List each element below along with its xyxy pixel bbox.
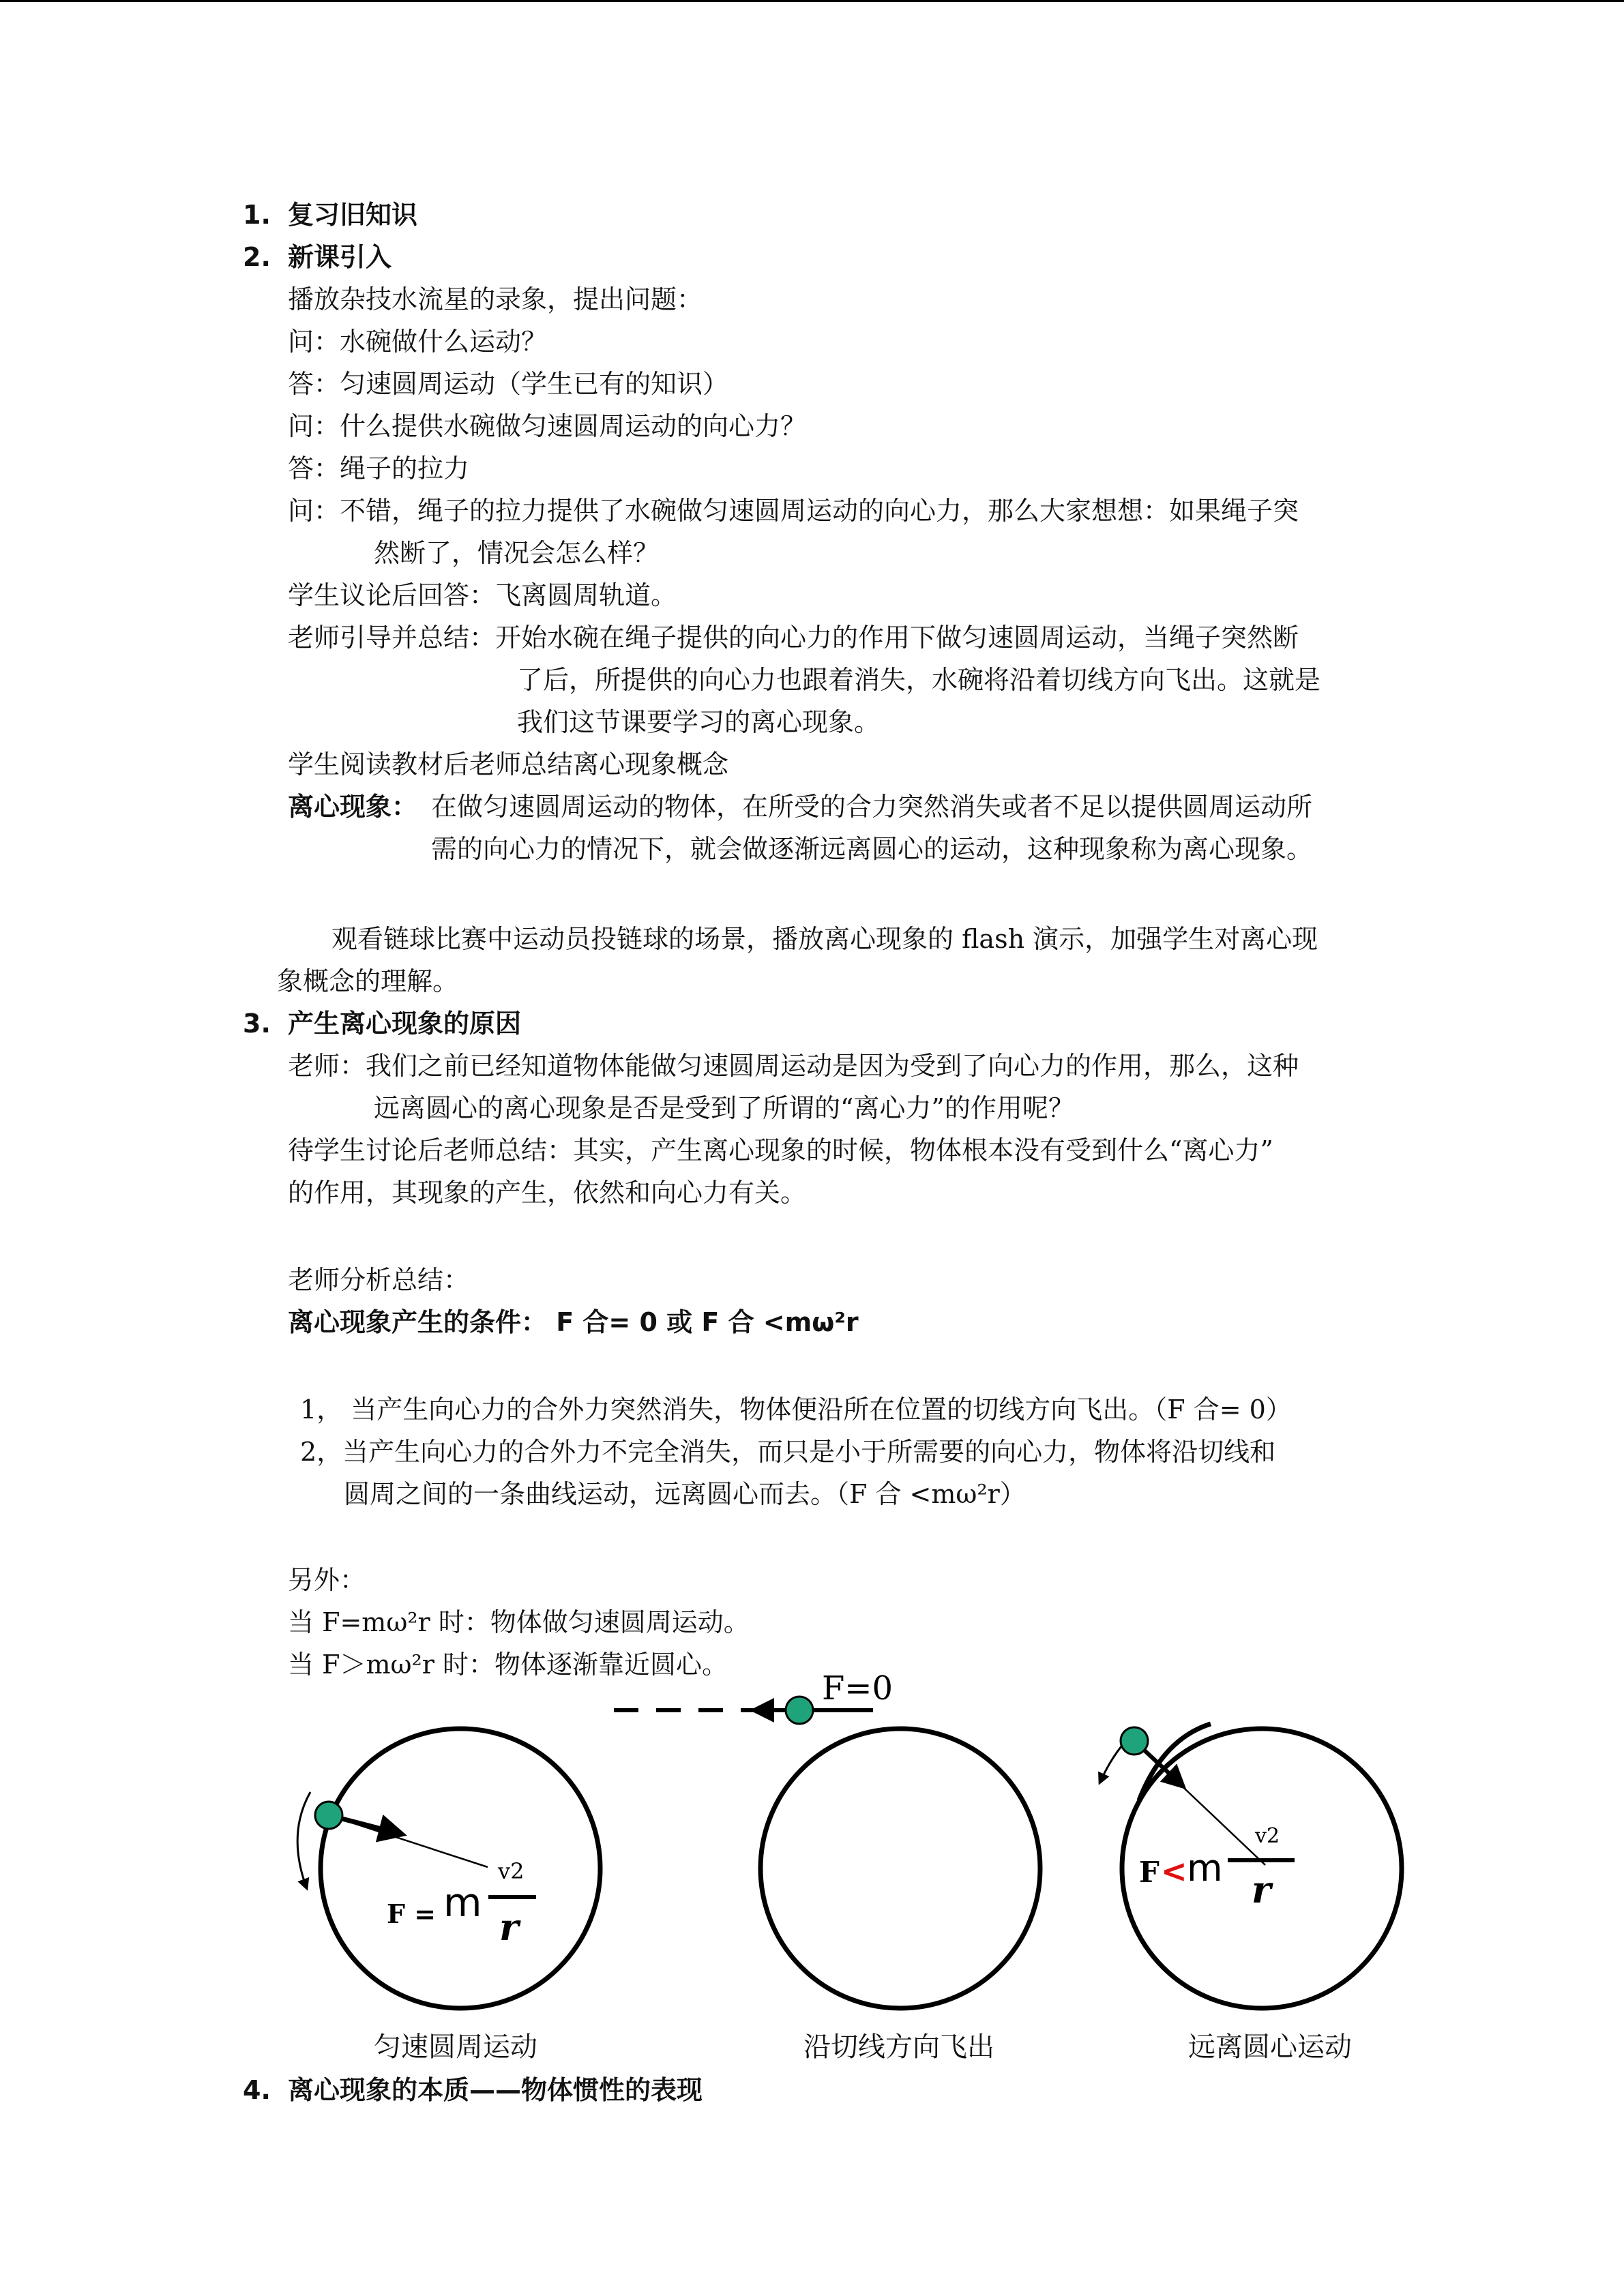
cause-summary-a: 待学生讨论后老师总结：其实，产生离心现象的时候，物体根本没有受到什么“离心力” [288,1135,1273,1165]
section-4-title: 离心现象的本质——物体惯性的表现 [288,2075,703,2105]
velocity-squared: v2 [1255,1824,1280,1848]
intro-line-1: 播放杂技水流星的录象，提出问题： [288,284,703,314]
cause-question-a: 老师：我们之前已经知道物体能做匀速圆周运动是因为受到了向心力的作用，那么，这种 [288,1051,1299,1081]
section-2-title: 新课引入 [288,242,392,272]
intro-line-4: 问：什么提供水碗做匀速圆周运动的向心力？ [288,411,807,441]
object-ball [315,1802,342,1829]
watch-line-b: 象概念的理解。 [277,966,459,996]
intro-line-8b: 了后，所提供的向心力也跟着消失，水碗将沿着切线方向飞出。这就是 [517,665,1321,695]
radius-symbol: r [499,1905,519,1949]
top-border [0,0,1624,2]
velocity-squared: v2 [498,1858,525,1884]
section-4-number: 4. [243,2075,271,2105]
analysis-heading: 老师分析总结： [288,1265,470,1295]
section-2-number: 2. [243,242,271,272]
intro-line-5: 答：绳子的拉力 [288,453,470,483]
object-ball [786,1697,813,1724]
other-heading: 另外： [288,1565,366,1595]
intro-line-6a: 问：不错，绳子的拉力提供了水碗做匀速圆周运动的向心力，那么大家想想：如果绳子突 [288,496,1299,526]
condition-item-2b: 圆周之间的一条曲线运动，远离圆心而去。（F 合 <mω²r） [344,1479,1026,1509]
cause-question-b: 远离圆心的离心现象是否是受到了所谓的“离心力”的作用呢？ [374,1093,1074,1123]
condition-line: 离心现象产生的条件： F 合= 0 或 F 合 <mω²r [288,1307,859,1337]
mass-symbol: m [1187,1847,1223,1890]
section-1-title: 复习旧知识 [288,200,418,230]
force-zero-label: F=0 [822,1669,894,1708]
section-3-title: 产生离心现象的原因 [288,1009,522,1039]
intro-line-9: 学生阅读教材后老师总结离心现象概念 [288,749,729,779]
caption-uniform-motion: 匀速圆周运动 [374,2031,537,2063]
equal-condition: 当 F=mω²r 时：物体做匀速圆周运动。 [288,1607,750,1637]
caption-away-from-center: 远离圆心运动 [1188,2031,1352,2063]
less-than-sign: < [1161,1853,1187,1890]
orbit-circle-tangent [761,1729,1040,2008]
circular-motion-diagram [259,1664,1432,2046]
intro-line-2: 问：水碗做什么运动？ [288,327,548,357]
definition-line-b: 需的向心力的情况下，就会做逐渐远离圆心的运动，这种现象称为离心现象。 [431,834,1313,864]
force-equal-label: F = [387,1898,437,1929]
caption-tangent-flyoff: 沿切线方向飞出 [803,2031,994,2063]
section-3-number: 3. [243,1009,271,1039]
orbit-circle-uniform [321,1729,600,2008]
intro-line-3: 答：匀速圆周运动（学生已有的知识） [288,369,729,399]
radius-symbol: r [1252,1868,1271,1911]
motion-direction-arrow [297,1792,310,1889]
greater-condition: 当 F＞mω²r 时：物体逐渐靠近圆心。 [288,1650,728,1680]
cause-summary-b: 的作用，其现象的产生，依然和向心力有关。 [288,1178,807,1208]
force-label: F [1139,1855,1160,1889]
mass-symbol: m [443,1879,482,1926]
section-1-number: 1. [243,200,271,230]
intro-line-8a: 老师引导并总结：开始水碗在绳子提供的向心力的作用下做匀速圆周运动，当绳子突然断 [288,623,1299,653]
intro-line-8c: 我们这节课要学习的离心现象。 [517,707,881,737]
object-ball [1121,1727,1148,1755]
radius-line [329,1815,488,1867]
definition-line-a: 在做匀速圆周运动的物体，在所受的合力突然消失或者不足以提供圆周运动所 [431,792,1313,822]
watch-line-a: 观看链球比赛中运动员投链球的场景，播放离心现象的 flash 演示，加强学生对离心现 [331,924,1318,954]
definition-label: 离心现象： [288,792,418,822]
condition-item-1: 1， 当产生向心力的合外力突然消失，物体便沿所在位置的切线方向飞出。（F 合= 0） [300,1395,1292,1425]
intro-line-6b: 然断了，情况会怎么样？ [374,538,660,568]
intro-line-7: 学生议论后回答：飞离圆周轨道。 [288,580,677,610]
condition-item-2a: 2，当产生向心力的合外力不完全消失，而只是小于所需要的向心力，物体将沿切线和 [300,1437,1276,1467]
